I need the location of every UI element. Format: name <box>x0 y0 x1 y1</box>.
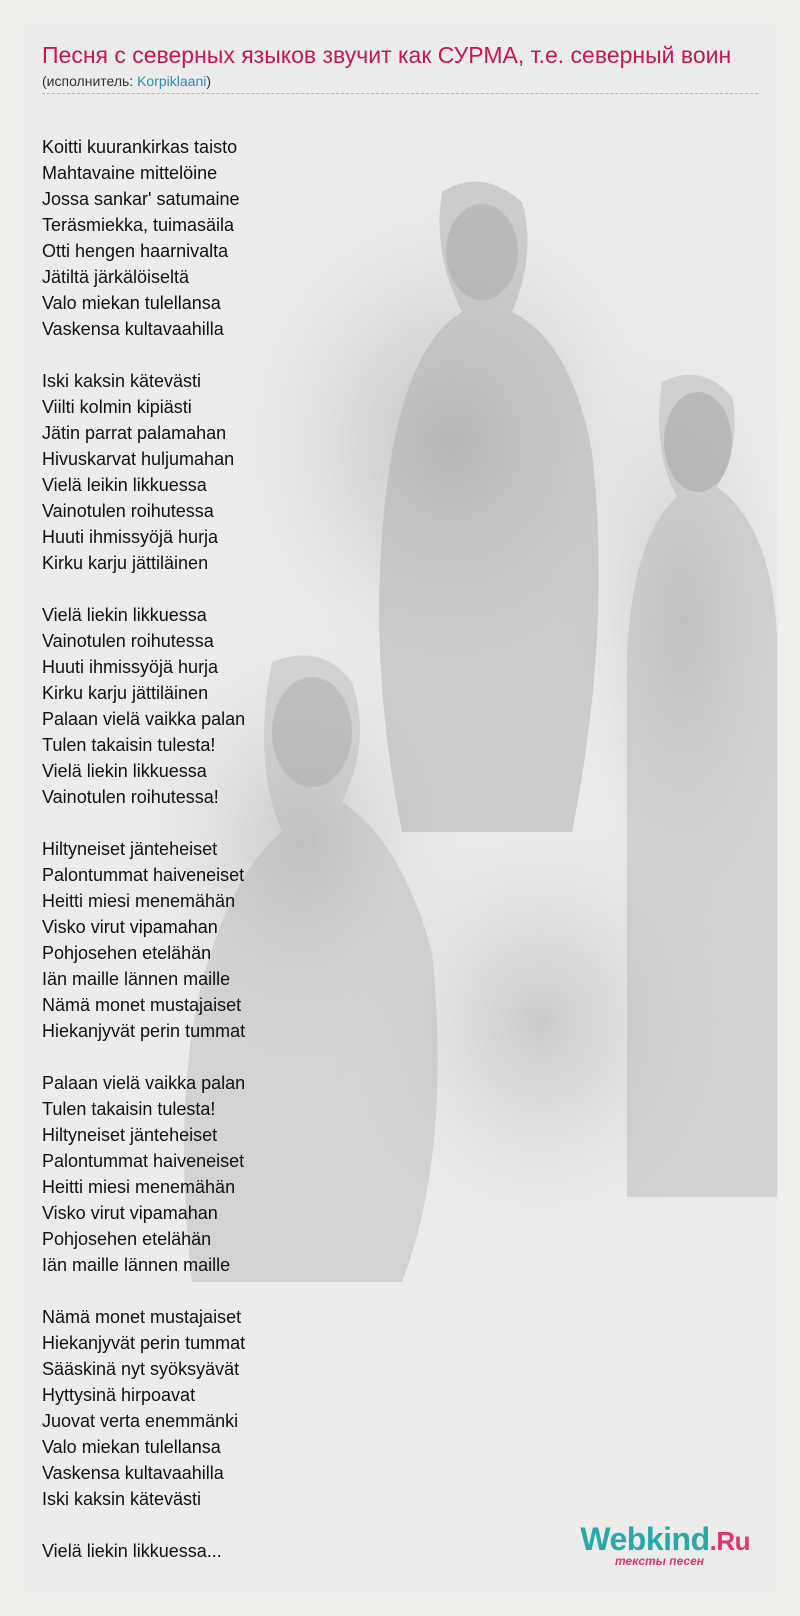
byline-suffix: ) <box>206 73 212 89</box>
lyrics-line: Vainotulen roihutessa <box>42 631 214 651</box>
lyrics-line: Vielä liekin likkuessa <box>42 605 207 625</box>
lyrics-line: Vaskensa kultavaahilla <box>42 319 224 339</box>
lyrics-line: Iän maille lännen maille <box>42 969 231 989</box>
site-logo[interactable] <box>580 1522 750 1568</box>
lyrics-line: Iän maille lännen maille <box>42 1255 231 1275</box>
lyrics-line: Koitti kuurankirkas taisto <box>42 137 238 157</box>
lyrics-line: Pohjosehen etelähän <box>42 1229 212 1249</box>
lyrics-line: Valo miekan tulellansa <box>42 293 221 313</box>
lyrics-line: Sääskinä nyt syöksyävät <box>42 1359 240 1379</box>
lyrics-line: Hiltyneiset jänteheiset <box>42 839 218 859</box>
lyrics-card <box>22 22 778 1594</box>
lyrics-line: Otti hengen haarnivalta <box>42 241 229 261</box>
lyrics-stanza <box>42 836 542 1044</box>
lyrics-line: Visko virut vipamahan <box>42 1203 218 1223</box>
lyrics-line: Nämä monet mustajaiset <box>42 1307 242 1327</box>
lyrics-line: Hivuskarvat huljumahan <box>42 449 235 469</box>
byline-prefix: (исполнитель: <box>42 73 138 89</box>
lyrics-line: Hyttysinä hirpoavat <box>42 1385 196 1405</box>
lyrics-line: Teräsmiekka, tuimasäila <box>42 215 235 235</box>
lyrics-line: Juovat verta enemmänki <box>42 1411 239 1431</box>
lyrics-line: Mahtavaine mittelöine <box>42 163 218 183</box>
logo-domain: .Ru <box>709 1526 750 1556</box>
lyrics-line: Valo miekan tulellansa <box>42 1437 221 1457</box>
page-header <box>42 40 758 94</box>
lyrics-line: Palontummat haiveneiset <box>42 1151 245 1171</box>
lyrics-stanza <box>42 134 542 342</box>
lyrics-line: Vielä leikin likkuessa <box>42 475 207 495</box>
lyrics-line: Vaskensa kultavaahilla <box>42 1463 224 1483</box>
logo-name: Webkind <box>580 1521 710 1557</box>
artist-byline <box>42 73 758 94</box>
lyrics-line: Vainotulen roihutessa <box>42 501 214 521</box>
lyrics-line: Palaan vielä vaikka palan <box>42 709 246 729</box>
lyrics-line: Vielä liekin likkuessa... <box>42 1541 222 1561</box>
lyrics-stanza <box>42 1070 542 1278</box>
lyrics-text <box>42 134 542 1590</box>
lyrics-line: Huuti ihmissyöjä hurja <box>42 527 219 547</box>
lyrics-line: Jätiltä järkälöiseltä <box>42 267 190 287</box>
lyrics-line: Hiltyneiset jänteheiset <box>42 1125 218 1145</box>
lyrics-line: Visko virut vipamahan <box>42 917 218 937</box>
lyrics-line: Hiekanjyvät perin tummat <box>42 1333 246 1353</box>
lyrics-line: Vielä liekin likkuessa <box>42 761 207 781</box>
lyrics-line: Nämä monet mustajaiset <box>42 995 242 1015</box>
lyrics-line: Tulen takaisin tulesta! <box>42 735 216 755</box>
artist-link[interactable]: Korpiklaani <box>137 73 207 89</box>
lyrics-line: Kirku karju jättiläinen <box>42 553 209 573</box>
song-title: Песня с северных языков звучит как СУРМА, т.е. северный воин <box>42 42 732 68</box>
lyrics-line: Heitti miesi menemähän <box>42 891 236 911</box>
lyrics-stanza <box>42 368 542 576</box>
lyrics-line: Heitti miesi menemähän <box>42 1177 236 1197</box>
lyrics-line: Iski kaksin kätevästi <box>42 1489 202 1509</box>
logo-tagline: тексты песен <box>615 1554 704 1568</box>
lyrics-line: Kirku karju jättiläinen <box>42 683 209 703</box>
lyrics-line: Huuti ihmissyöjä hurja <box>42 657 219 677</box>
lyrics-line: Pohjosehen etelähän <box>42 943 212 963</box>
lyrics-stanza <box>42 602 542 810</box>
lyrics-line: Tulen takaisin tulesta! <box>42 1099 216 1119</box>
lyrics-line: Palontummat haiveneiset <box>42 865 245 885</box>
lyrics-line: Jätin parrat palamahan <box>42 423 227 443</box>
lyrics-line: Iski kaksin kätevästi <box>42 371 202 391</box>
lyrics-line: Hiekanjyvät perin tummat <box>42 1021 246 1041</box>
lyrics-line: Jossa sankar' satumaine <box>42 189 240 209</box>
lyrics-line: Vainotulen roihutessa! <box>42 787 219 807</box>
lyrics-line: Viilti kolmin kipiästi <box>42 397 192 417</box>
lyrics-line: Palaan vielä vaikka palan <box>42 1073 246 1093</box>
lyrics-stanza <box>42 1304 542 1512</box>
lyrics-stanza <box>42 1538 542 1564</box>
